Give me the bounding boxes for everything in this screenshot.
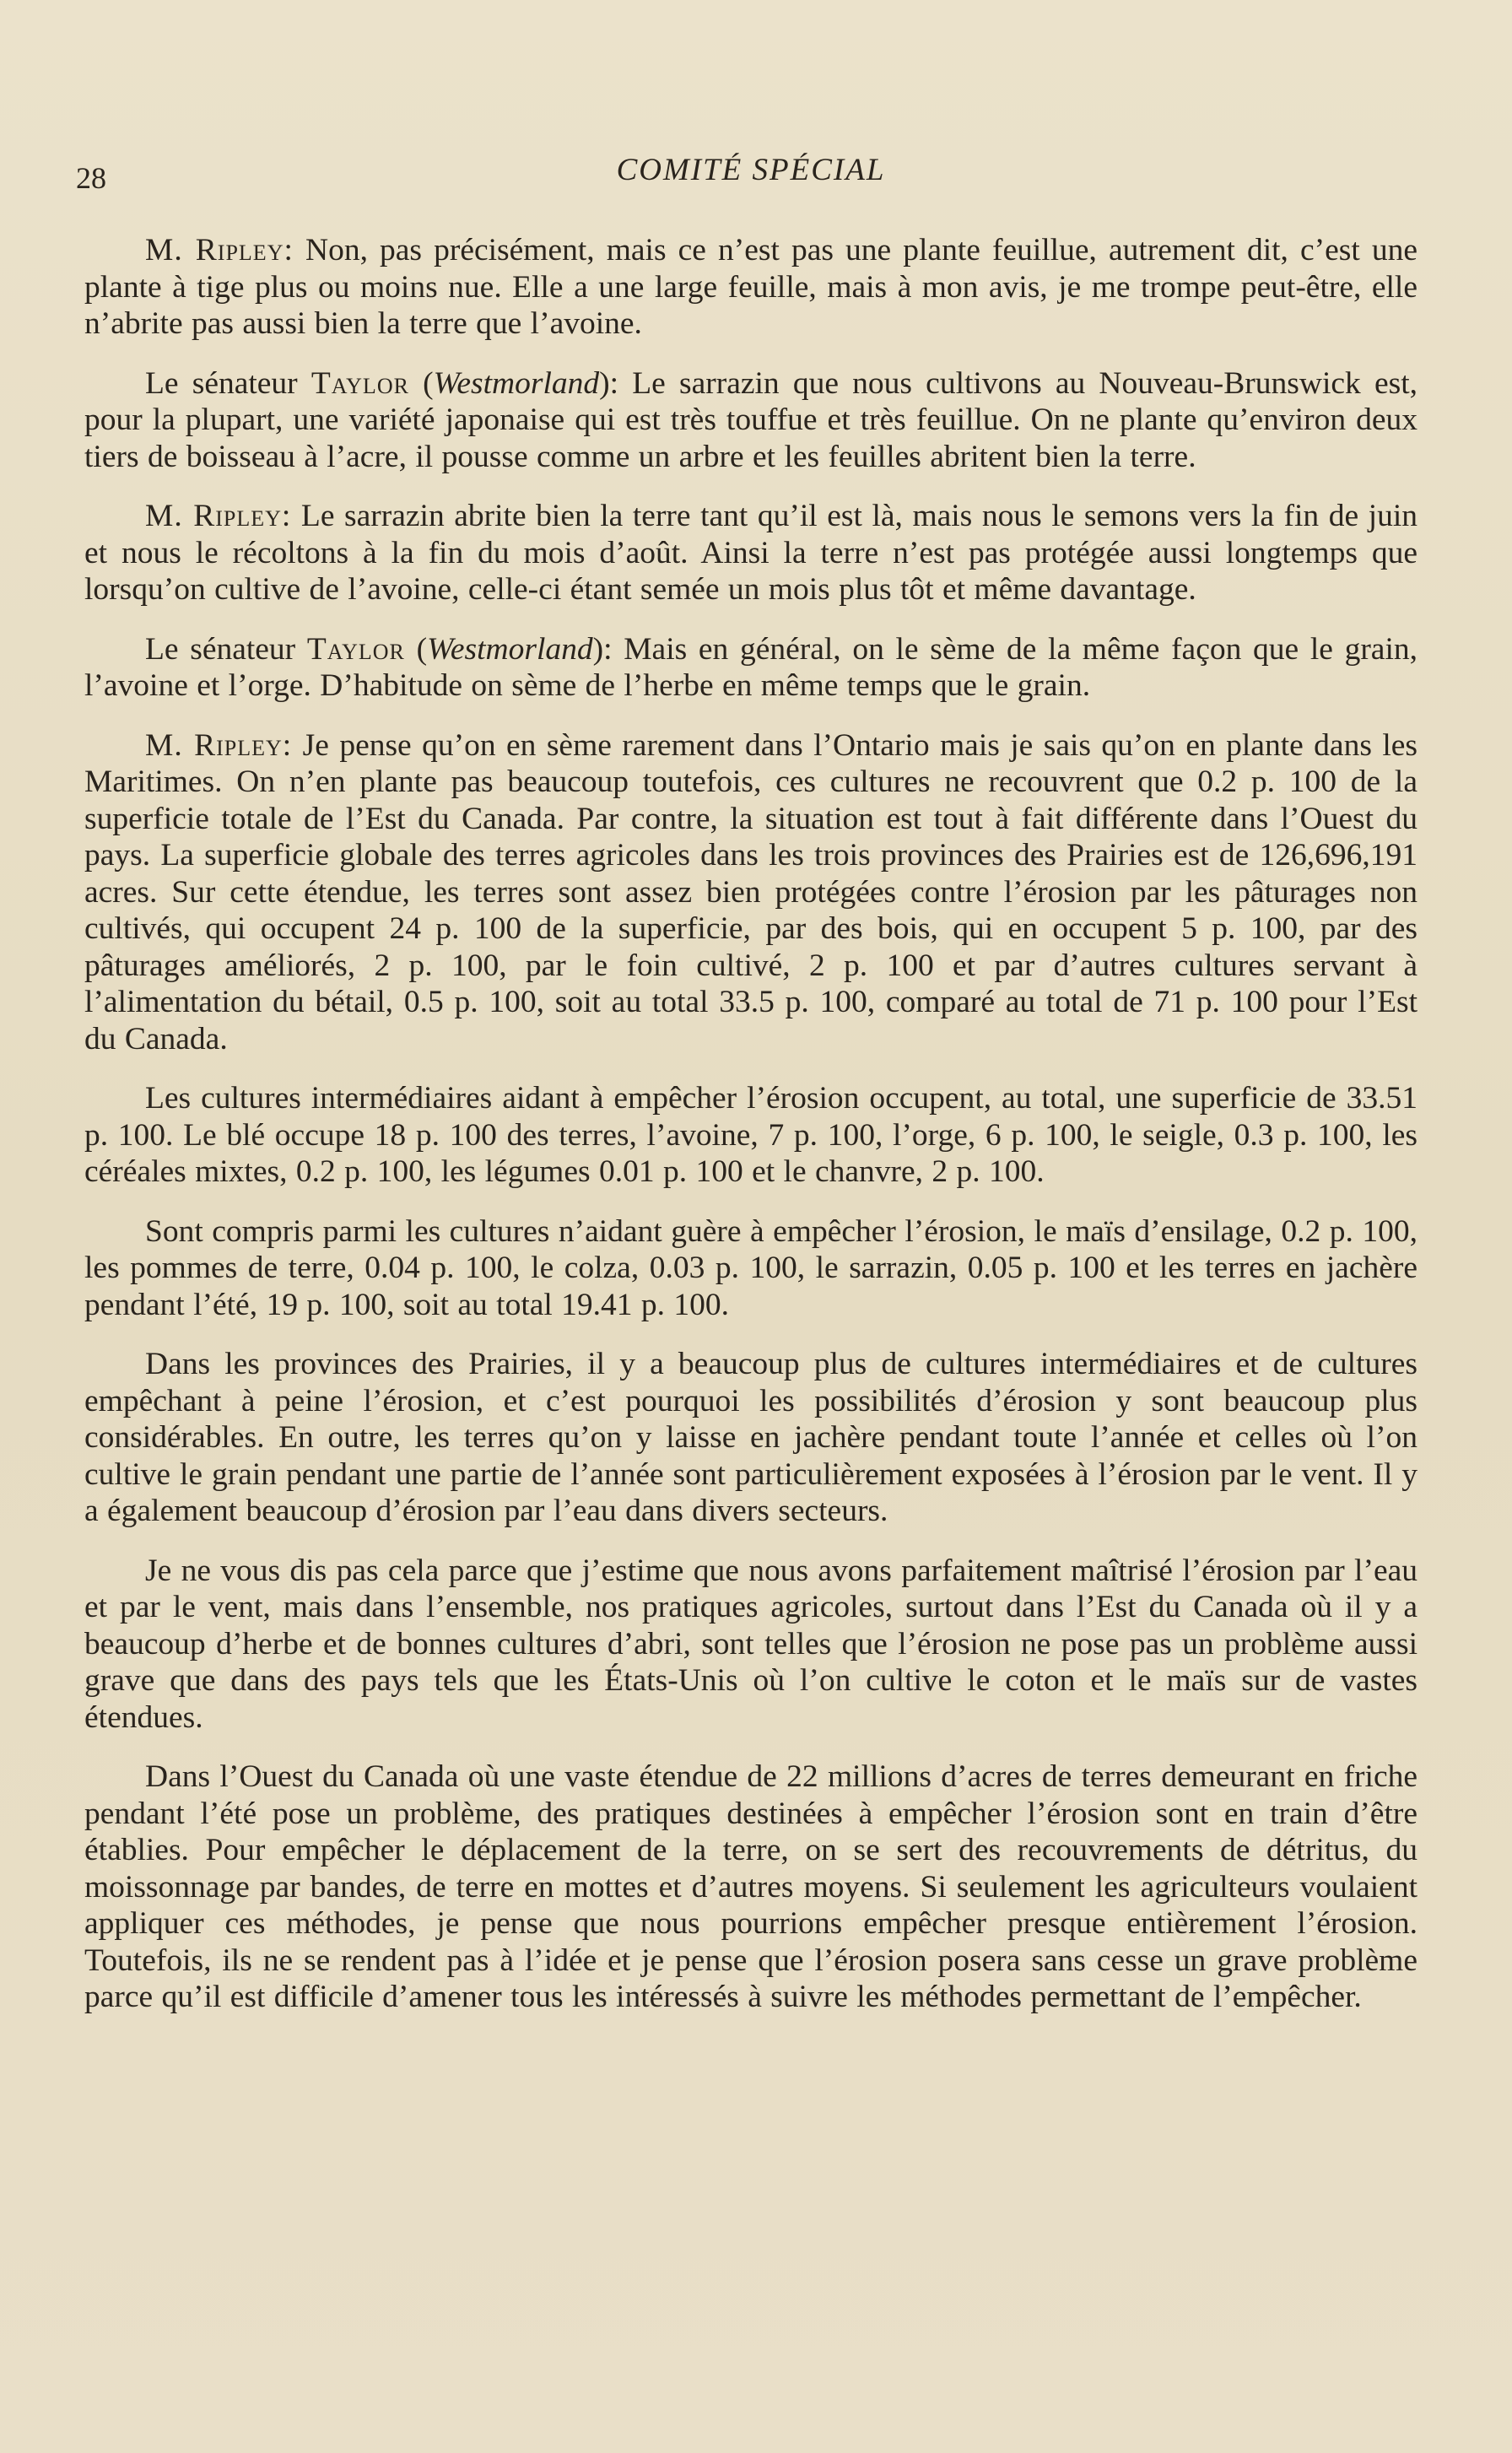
paragraph-ripley-3	[84, 727, 1418, 1058]
paragraph-text: Mais en général, on le sème de la même façon que le grain, l’avoine et l’orge. D’habitude on sème de l’herbe en même temps que le grain.	[84, 631, 1418, 703]
paragraph-text: Non, pas précisément, mais ce n’est pas une plante feuillue, autrement dit, c’est une plante à tige plus ou moins nue. Elle a une large feuille, mais à mon avis, je me trompe peut-être, elle n’abrite pas aussi bien la terre que l’avoine.	[84, 233, 1418, 341]
paragraph-non-protective-crops: Sont compris parmi les cultures n’aidant guère à empêcher l’érosion, le maïs d’ensilage, 0.2 p. 100, les pommes de terre, 0.04 p. 100, le colza, 0.03 p. 100, le sarrazin, 0.05 p. 100 et les terres en jachère pendant l’été, 19 p. 100, soit au total 19.41 p. 100.	[84, 1213, 1418, 1322]
paragraph-ripley-2	[84, 498, 1418, 608]
speaker-region: Westmorland	[427, 631, 593, 667]
speaker-name: Taylor	[306, 631, 405, 667]
speaker-label: M. Ripley:	[145, 727, 293, 763]
paragraph-western-canada: Dans l’Ouest du Canada où une vaste étendue de 22 millions d’acres de terres demeurant en friche pendant l’été pose un problème, des pratiques destinées à empêcher l’érosion sont en train d’être établies. Pour empêcher le déplacement de la terre, on se sert des recouvrements de détritus, du moissonnage par bandes, de terre en mottes et d’autres moyens. Si seulement les agriculteurs voulaient appliquer ces méthodes, je pense que nous pourrions empêcher presque entièrement l’érosion. Toutefois, ils ne se rendent pas à l’idée et je pense que l’érosion posera sans cesse un grave problème parce qu’il est difficile d’amener tous les intéressés à suivre les méthodes permettant de l’empêcher.	[84, 1759, 1418, 2014]
speaker-name: Taylor	[310, 365, 409, 401]
speaker-label: M. Ripley:	[145, 499, 292, 533]
paragraph-intermediate-crops: Les cultures intermédiaires aidant à empêcher l’érosion occupent, au total, une superficie de 33.51 p. 100. Le blé occupe 18 p. 100 des terres, l’avoine, 7 p. 100, l’orge, 6 p. 100, le seigle, 0.3 p. 100, les céréales mixtes, 0.2 p. 100, les légumes 0.01 p. 100 et le chanvre, 2 p. 100.	[84, 1081, 1418, 1189]
paragraph-text: Le sarrazin que nous cultivons au Nouveau-Brunswick est, pour la plupart, une variété japonaise qui est très touffue et très feuillue. On ne plante qu’environ deux tiers de boisseau à l’acre, il pousse comme un arbre et les feuilles abritent bien la terre.	[84, 365, 1418, 474]
speaker-prefix: Le sénateur	[145, 631, 296, 667]
speaker-label: M. Ripley:	[145, 233, 294, 267]
page-header	[76, 152, 1426, 203]
speaker-prefix: Le sénateur	[145, 365, 298, 401]
document-body	[84, 232, 1418, 2039]
paragraph-practices: Je ne vous dis pas cela parce que j’estime que nous avons parfaitement maîtrisé l’érosion par l’eau et par le vent, mais dans l’ensemble, nos pratiques agricoles, surtout dans l’Est du Canada où il y a beaucoup d’herbe et de bonnes cultures d’abri, sont telles que l’érosion ne pose pas un problème aussi grave que dans des pays tels que les États-Unis où l’on cultive le coton et le maïs sur de vastes étendues.	[84, 1553, 1418, 1735]
paragraph-text: Le sarrazin abrite bien la terre tant qu’il est là, mais nous le semons vers la fin de juin et nous le récoltons à la fin du mois d’août. Ainsi la terre n’est pas protégée aussi longtemps que lorsqu’on cultive de l’avoine, celle-ci étant semée un mois plus tôt et même davantage.	[84, 499, 1418, 607]
paragraph-taylor-2: Le sénateur Taylor (Westmorland): Mais en général, on le sème de la même façon que le grain, l’avoine et l’orge. D’habitude on sème de l’herbe en même temps que le grain.	[84, 631, 1418, 703]
speaker-region: Westmorland	[433, 365, 600, 401]
paragraph-taylor-1: Le sénateur Taylor (Westmorland): Le sarrazin que nous cultivons au Nouveau-Brunswick est, pour la plupart, une variété japonaise qui est très touffue et très feuillue. On ne plante qu’environ deux tiers de boisseau à l’acre, il pousse comme un arbre et les feuilles abritent bien la terre.	[84, 365, 1418, 474]
paragraph-prairies: Dans les provinces des Prairies, il y a beaucoup plus de cultures intermédiaires et de cultures empêchant à peine l’érosion, et c’est pourquoi les possibilités d’érosion y sont beaucoup plus considérables. En outre, les terres qu’on y laisse en jachère pendant toute l’année et celles où l’on cultive le grain pendant une partie de l’année sont particulièrement exposées à l’érosion par le vent. Il y a également beaucoup d’érosion par l’eau dans divers secteurs.	[84, 1347, 1418, 1528]
running-head: COMITÉ SPÉCIAL	[616, 153, 886, 187]
page-number: 28	[76, 161, 106, 195]
paragraph-text: Je pense qu’on en sème rarement dans l’Ontario mais je sais qu’on en plante dans les Maritimes. On n’en plante pas beaucoup toutefois, ces cultures ne recouvrent que 0.2 p. 100 de la superficie totale de l’Est du Canada. Par contre, la situation est tout à fait différente dans l’Ouest du pays. La superficie globale des terres agricoles dans les trois provinces des Prairies est de 126,696,191 acres. Sur cette étendue, les terres sont assez bien protégées contre l’érosion par les pâturages non cultivés, qui occupent 24 p. 100 de la superficie, par des bois, qui en occupent 5 p. 100, par des pâturages améliorés, 2 p. 100, par le foin cultivé, 2 p. 100 et par d’autres cultures servant à l’alimentation du bétail, 0.5 p. 100, soit au total 33.5 p. 100, comparé au total de 71 p. 100 pour l’Est du Canada.	[84, 727, 1418, 1056]
paragraph-ripley-1	[84, 232, 1418, 343]
